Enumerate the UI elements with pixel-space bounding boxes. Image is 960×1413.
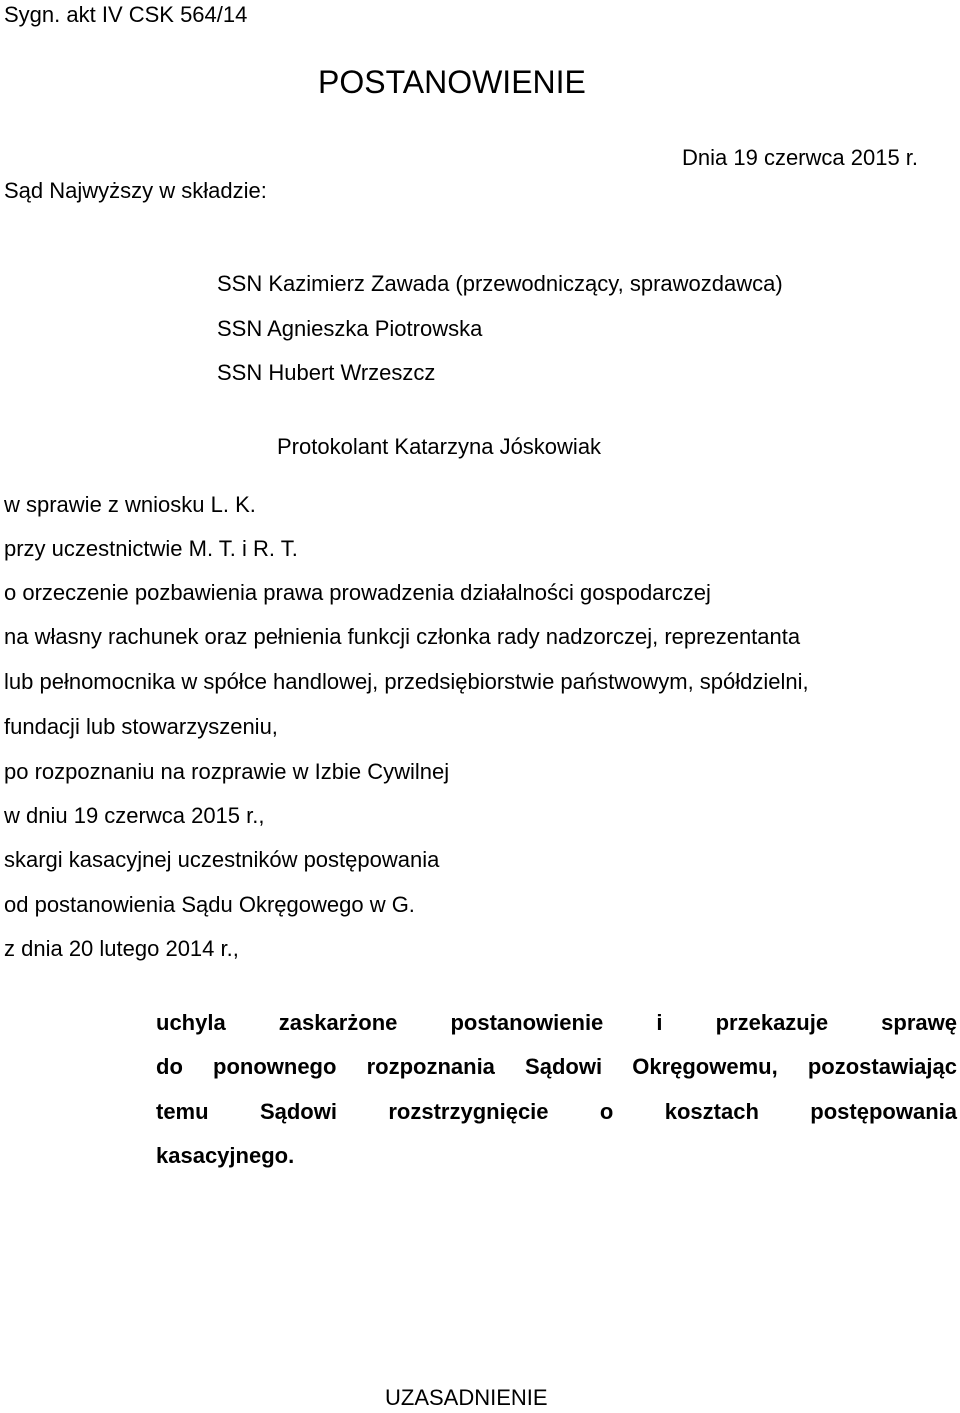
- case-detail-hearing-date: w dniu 19 czerwca 2015 r.,: [4, 803, 265, 828]
- judge-presiding: SSN Kazimierz Zawada (przewodniczący, sprawozdawca): [217, 271, 783, 296]
- case-detail-subject-line-4: fundacji lub stowarzyszeniu,: [4, 714, 278, 739]
- ruling-line-3: temu Sądowi rozstrzygnięcie o kosztach postępowania: [156, 1099, 957, 1124]
- ruling-date: Dnia 19 czerwca 2015 r.: [682, 145, 919, 170]
- case-number: Sygn. akt IV CSK 564/14: [4, 2, 248, 27]
- ruling-line-2: do ponownego rozpoznania Sądowi Okręgowemu, pozostawiając: [156, 1054, 957, 1079]
- ruling-line-1: uchyla zaskarżone postanowienie i przekazuje sprawę: [156, 1010, 957, 1035]
- justification-heading: UZASADNIENIE: [385, 1385, 548, 1410]
- case-detail-subject-line-1: o orzeczenie pozbawienia prawa prowadzenia działalności gospodarczej: [4, 580, 711, 605]
- case-detail-hearing: po rozpoznaniu na rozprawie w Izbie Cywilnej: [4, 759, 450, 784]
- case-detail-lower-court-date: z dnia 20 lutego 2014 r.,: [4, 936, 239, 961]
- case-detail-participants: przy uczestnictwie M. T. i R. T.: [4, 536, 298, 561]
- case-detail-applicant: w sprawie z wniosku L. K.: [4, 492, 256, 517]
- case-detail-lower-court: od postanowienia Sądu Okręgowego w G.: [4, 892, 415, 917]
- court-clerk: Protokolant Katarzyna Jóskowiak: [277, 434, 602, 459]
- judge-third: SSN Hubert Wrzeszcz: [217, 360, 436, 385]
- case-detail-subject-line-2: na własny rachunek oraz pełnienia funkcji członka rady nadzorczej, reprezentanta: [4, 624, 801, 649]
- document-title: POSTANOWIENIE: [318, 64, 586, 100]
- judge-second: SSN Agnieszka Piotrowska: [217, 316, 483, 341]
- case-detail-subject-line-3: lub pełnomocnika w spółce handlowej, przedsiębiorstwie państwowym, spółdzielni,: [4, 669, 809, 694]
- court-composition-intro: Sąd Najwyższy w składzie:: [4, 178, 267, 203]
- ruling-line-4: kasacyjnego.: [156, 1143, 295, 1168]
- case-detail-appeal: skargi kasacyjnej uczestników postępowania: [4, 847, 440, 872]
